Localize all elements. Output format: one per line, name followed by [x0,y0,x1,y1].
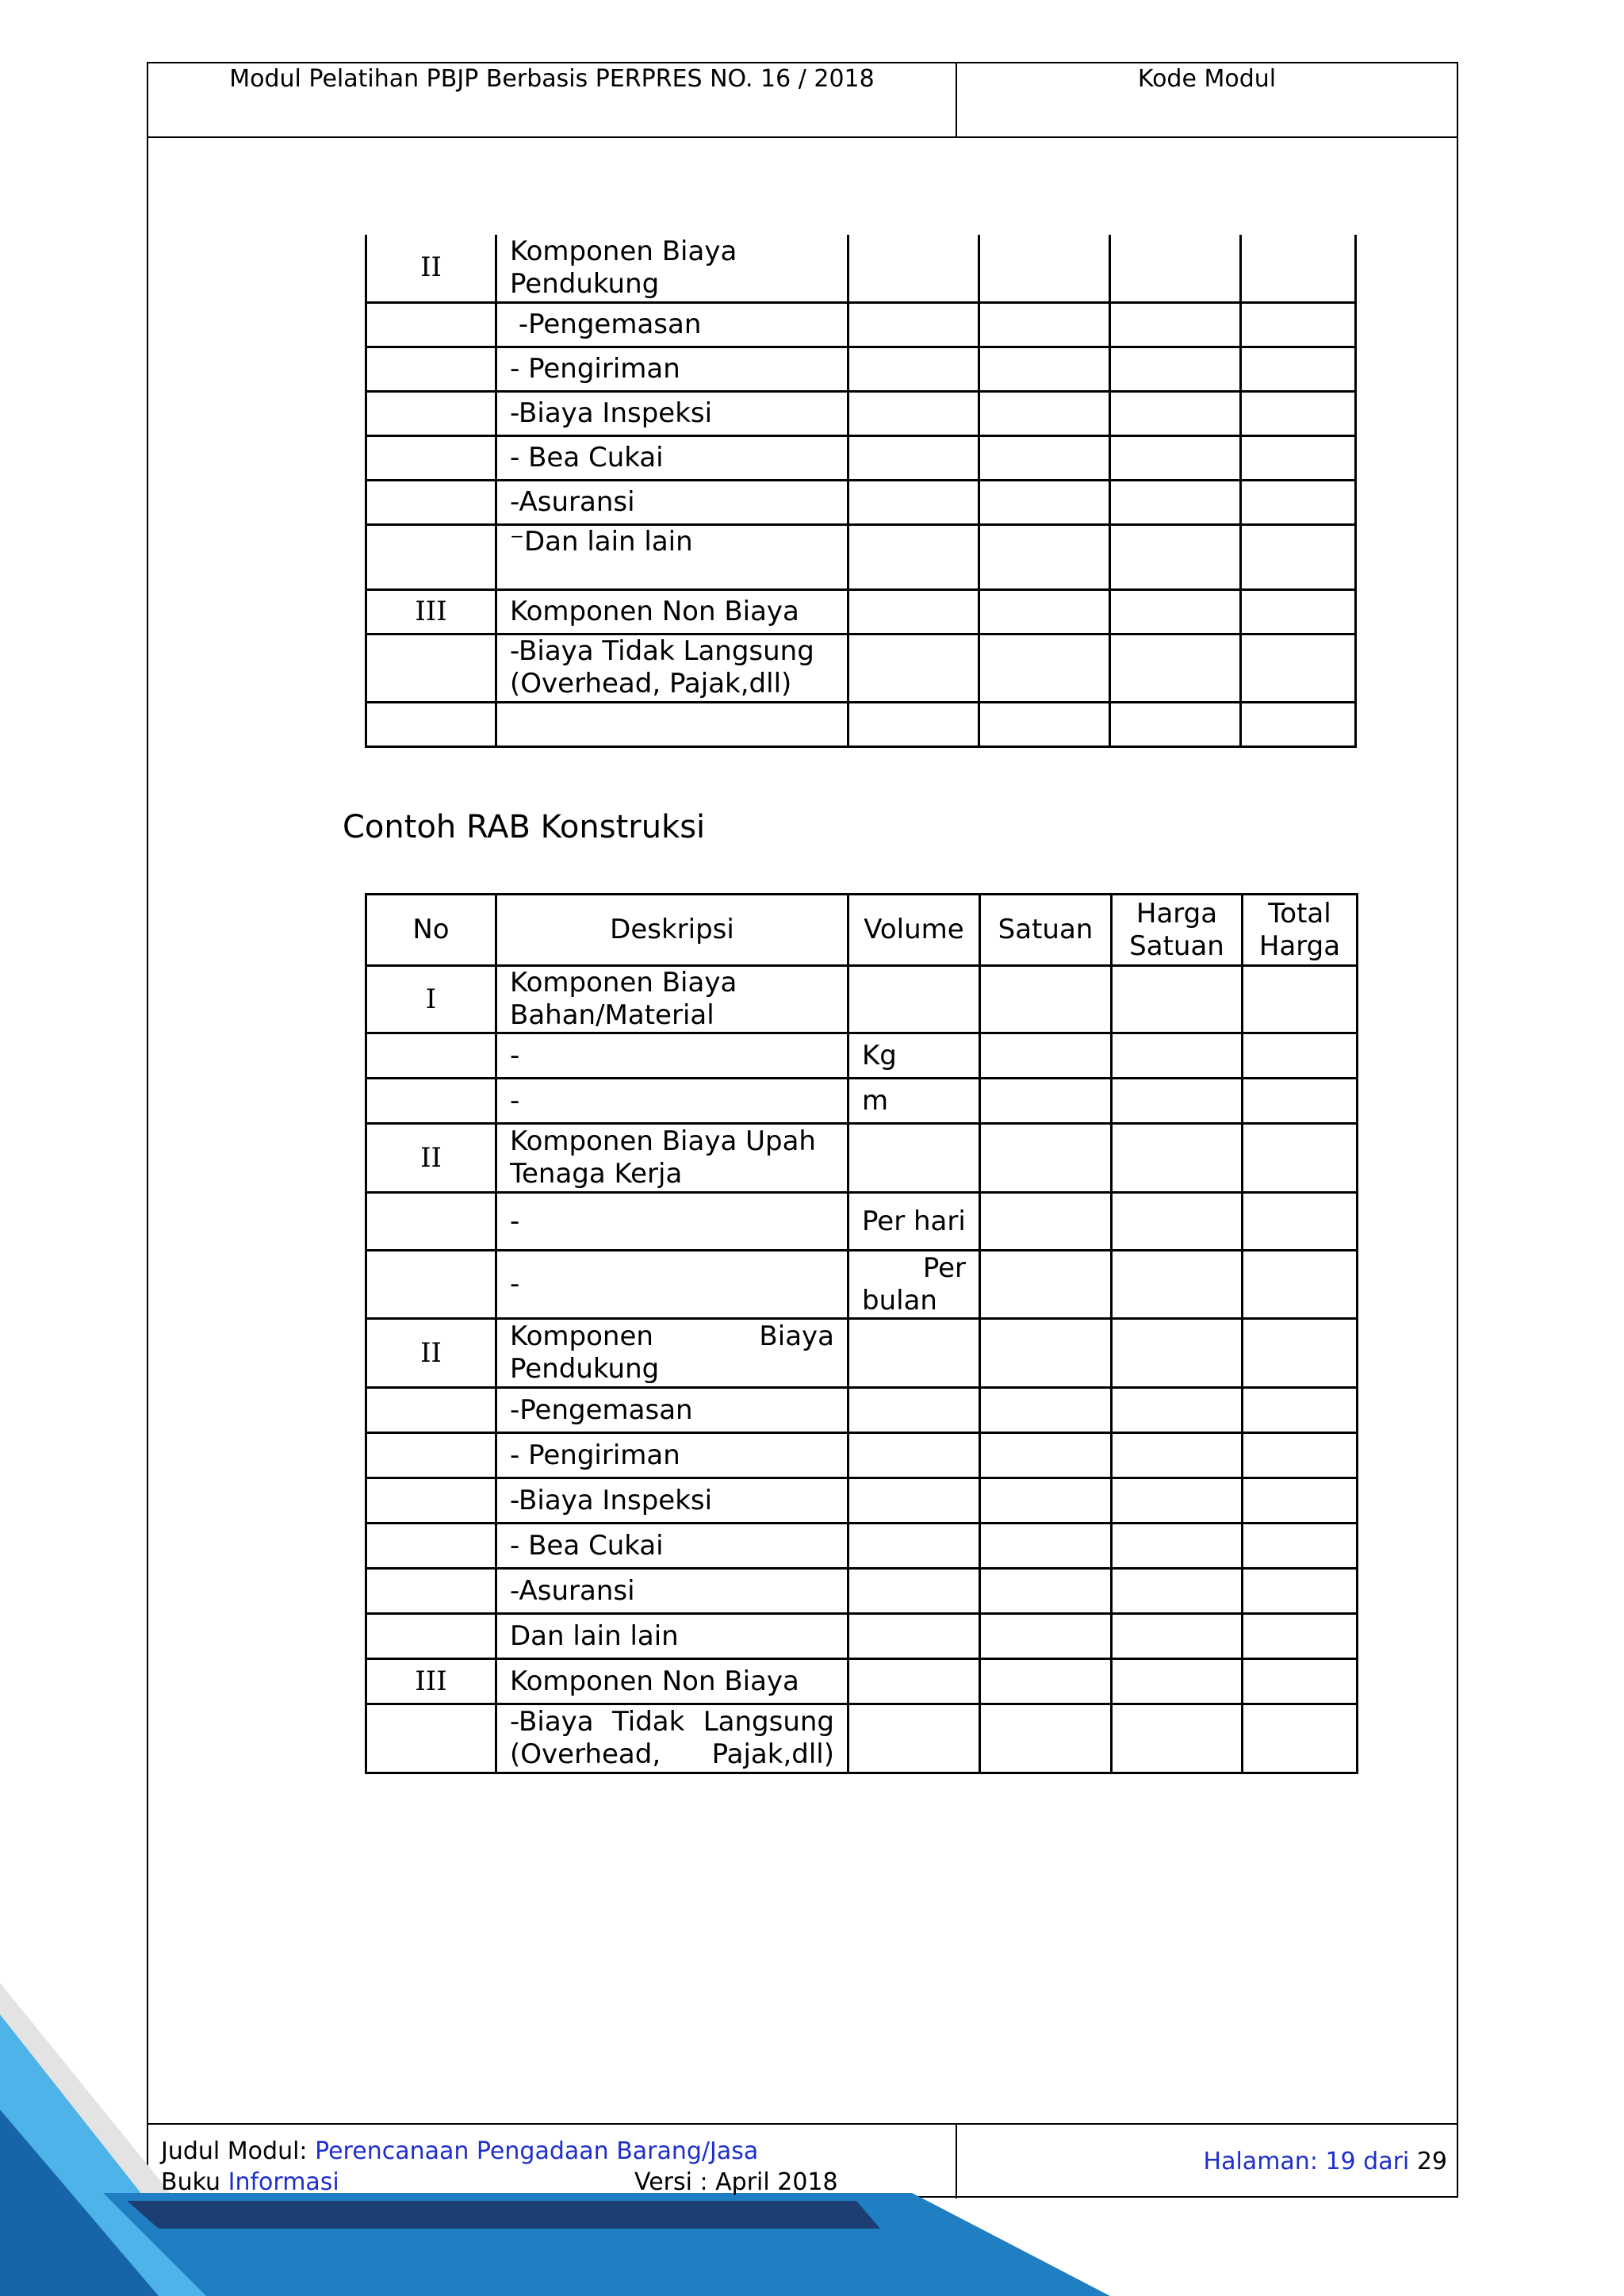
row-volume [848,1433,980,1478]
empty-cell [848,235,979,302]
empty-cell [979,435,1110,480]
row-no [366,1193,496,1251]
row-no: I [366,966,496,1033]
empty-cell [848,480,979,524]
row-no [366,1251,496,1319]
table-row [366,1193,1358,1251]
empty-cell [1243,1124,1358,1193]
table-row [366,1659,1358,1704]
row-description: Komponen Non Biaya [496,589,848,634]
empty-cell [1241,702,1356,746]
empty-cell [980,1033,1112,1079]
empty-cell [1112,1319,1243,1388]
table-row [366,391,1356,435]
empty-cell [1110,589,1241,634]
row-description: - [496,1033,848,1079]
empty-cell [1243,1251,1358,1319]
empty-cell [1112,1193,1243,1251]
table-row [366,347,1356,391]
empty-cell [848,347,979,391]
empty-cell [1243,1659,1358,1704]
row-volume [848,1388,980,1433]
footer-module-title [161,2136,758,2168]
empty-cell [979,347,1110,391]
rab-construction-table [365,893,1358,1774]
table-row [366,966,1358,1033]
empty-cell [1110,302,1241,347]
empty-cell [980,1124,1112,1193]
empty-cell [979,702,1110,746]
empty-cell [980,1319,1112,1388]
row-description: -Pengemasan [496,1388,848,1433]
empty-cell [848,589,979,634]
header-separator [147,136,1458,138]
footer-buku-label: Buku [161,2168,221,2196]
table-row [366,1079,1358,1124]
footer-buku-value: Informasi [228,2168,339,2196]
row-description: -Biaya Inspeksi [496,1478,848,1524]
empty-cell [1110,702,1241,746]
row-no [366,1433,496,1478]
row-volume: Per hari [848,1193,980,1251]
row-volume [848,966,980,1033]
header-satuan: Satuan [980,895,1112,966]
volume-unit-bottom: bulan [862,1284,937,1317]
row-no [366,435,496,480]
empty-cell [1243,1524,1358,1569]
empty-cell [979,634,1110,702]
header-title: Modul Pelatihan PBJP Berbasis PERPRES NO. 16 / 2018 [229,65,875,93]
row-description: - [496,1251,848,1319]
row-description: -Asuransi [496,1569,848,1614]
empty-cell [1112,1704,1243,1773]
empty-cell [848,524,979,589]
table-row [366,1524,1358,1569]
empty-cell [980,1524,1112,1569]
empty-cell [980,1659,1112,1704]
empty-cell [1112,1478,1243,1524]
empty-cell [1112,1524,1243,1569]
row-no [366,1079,496,1124]
row-description: -Biaya Tidak Langsung (Overhead, Pajak,dll) [496,1704,848,1773]
empty-cell [1112,1388,1243,1433]
empty-cell [1110,235,1241,302]
empty-cell [1243,1388,1358,1433]
empty-cell [1112,1569,1243,1614]
empty-cell [848,634,979,702]
empty-cell [1241,435,1356,480]
empty-cell [848,391,979,435]
footer-separator [147,2123,1458,2125]
row-volume [848,1251,980,1319]
row-volume [848,1614,980,1659]
header-deskripsi: Deskripsi [496,895,848,966]
row-description: Komponen Biaya Pendukung [496,235,848,302]
table-row [366,435,1356,480]
row-no [366,302,496,347]
table-row [366,1478,1358,1524]
row-no: II [366,1124,496,1193]
empty-cell [979,480,1110,524]
empty-cell [1243,1033,1358,1079]
volume-unit-top: Per [922,1251,966,1284]
empty-cell [979,589,1110,634]
empty-cell [1110,347,1241,391]
component-table-continued [365,235,1357,748]
empty-cell [1112,1033,1243,1079]
table-row [366,1569,1358,1614]
row-description: -Biaya Inspeksi [496,391,848,435]
table-row [366,1614,1358,1659]
row-volume [848,1319,980,1388]
empty-cell [979,302,1110,347]
table-row [366,1033,1358,1079]
row-description: - Bea Cukai [496,435,848,480]
row-no: II [366,1319,496,1388]
empty-cell [980,1251,1112,1319]
row-volume [848,1478,980,1524]
empty-cell [1241,480,1356,524]
row-description: Dan lain lain [496,1614,848,1659]
empty-cell [1112,1079,1243,1124]
header-volume: Volume [848,895,980,966]
row-description: Komponen Non Biaya [496,1659,848,1704]
table-row [366,480,1356,524]
empty-cell [1243,1478,1358,1524]
table-row [366,524,1356,589]
row-no: III [366,589,496,634]
empty-cell [1112,1659,1243,1704]
empty-cell [979,391,1110,435]
empty-cell [1243,1193,1358,1251]
row-no [366,1524,496,1569]
row-description: - Bea Cukai [496,1524,848,1569]
empty-cell [1243,1704,1358,1773]
row-description: - [496,1193,848,1251]
row-no [366,1569,496,1614]
empty-cell [1110,435,1241,480]
section-title: Contoh RAB Konstruksi [343,809,706,845]
empty-cell [848,435,979,480]
empty-cell [1241,634,1356,702]
header-total-harga: Total Harga [1243,895,1358,966]
row-description: - Pengiriman [496,347,848,391]
row-no [366,1614,496,1659]
empty-cell [1112,966,1243,1033]
footer-page-label: Halaman: 19 dari [1203,2148,1410,2175]
empty-cell [980,1193,1112,1251]
table-row [366,1704,1358,1773]
empty-cell [980,966,1112,1033]
row-description [496,702,848,746]
row-volume [848,1704,980,1773]
empty-cell [1241,391,1356,435]
row-no [366,1478,496,1524]
row-no [366,1704,496,1773]
empty-cell [1243,1614,1358,1659]
row-volume [848,1524,980,1569]
empty-cell [980,1478,1112,1524]
footer-judul-value: Perencanaan Pengadaan Barang/Jasa [315,2137,759,2165]
table-header-row [366,895,1358,966]
empty-cell [980,1079,1112,1124]
empty-cell [1112,1124,1243,1193]
empty-cell [1241,302,1356,347]
empty-cell [1112,1433,1243,1478]
empty-cell [1241,589,1356,634]
empty-cell [980,1388,1112,1433]
empty-cell [980,1569,1112,1614]
empty-cell [1112,1251,1243,1319]
row-no [366,1033,496,1079]
empty-cell [1241,524,1356,589]
row-volume [848,1659,980,1704]
row-no [366,524,496,589]
header-harga-satuan: Harga Satuan [1112,895,1243,966]
row-description: Komponen Biaya Upah Tenaga Kerja [496,1124,848,1193]
row-description: -Pengemasan [496,302,848,347]
row-volume: m [848,1079,980,1124]
table-row [366,302,1356,347]
table-row [366,702,1356,746]
row-no [366,1388,496,1433]
row-no [366,347,496,391]
footer-judul-label: Judul Modul: [161,2137,308,2165]
empty-cell [979,235,1110,302]
table-row [366,1433,1358,1478]
footer-page-number [957,2146,1447,2178]
empty-cell [980,1433,1112,1478]
row-description: Komponen Biaya Pendukung [496,1319,848,1388]
row-no [366,391,496,435]
empty-cell [1241,235,1356,302]
row-no [366,480,496,524]
empty-cell [848,302,979,347]
row-description: -Asuransi [496,480,848,524]
empty-cell [1241,347,1356,391]
empty-cell [1110,391,1241,435]
empty-cell [1243,1319,1358,1388]
row-no: II [366,235,496,302]
empty-cell [1110,524,1241,589]
row-description: Komponen Biaya Bahan/Material [496,966,848,1033]
empty-cell [1110,480,1241,524]
header-no: No [366,895,496,966]
row-volume [848,1124,980,1193]
empty-cell [1112,1614,1243,1659]
row-no: III [366,1659,496,1704]
table-row [366,589,1356,634]
table-row [366,1319,1358,1388]
row-volume: Kg [848,1033,980,1079]
footer-book [161,2167,339,2198]
empty-cell [848,702,979,746]
header-code-label: Kode Modul [1137,65,1277,93]
row-no [366,702,496,746]
table-row [366,1124,1358,1193]
empty-cell [979,524,1110,589]
footer-page-total: 29 [1416,2148,1447,2175]
row-description: - [496,1079,848,1124]
empty-cell [1243,1079,1358,1124]
empty-cell [1243,966,1358,1033]
row-description: - Pengiriman [496,1433,848,1478]
footer-version: Versi : April 2018 [634,2168,838,2196]
empty-cell [980,1614,1112,1659]
row-description: ⁻Dan lain lain [496,524,848,589]
table-row [366,1251,1358,1319]
row-description: -Biaya Tidak Langsung (Overhead, Pajak,dll) [496,634,848,702]
row-no [366,634,496,702]
table-row [366,634,1356,702]
row-volume [848,1569,980,1614]
table-row [366,1388,1358,1433]
empty-cell [980,1704,1112,1773]
empty-cell [1243,1569,1358,1614]
empty-cell [1110,634,1241,702]
table-row [366,235,1356,302]
empty-cell [1243,1433,1358,1478]
